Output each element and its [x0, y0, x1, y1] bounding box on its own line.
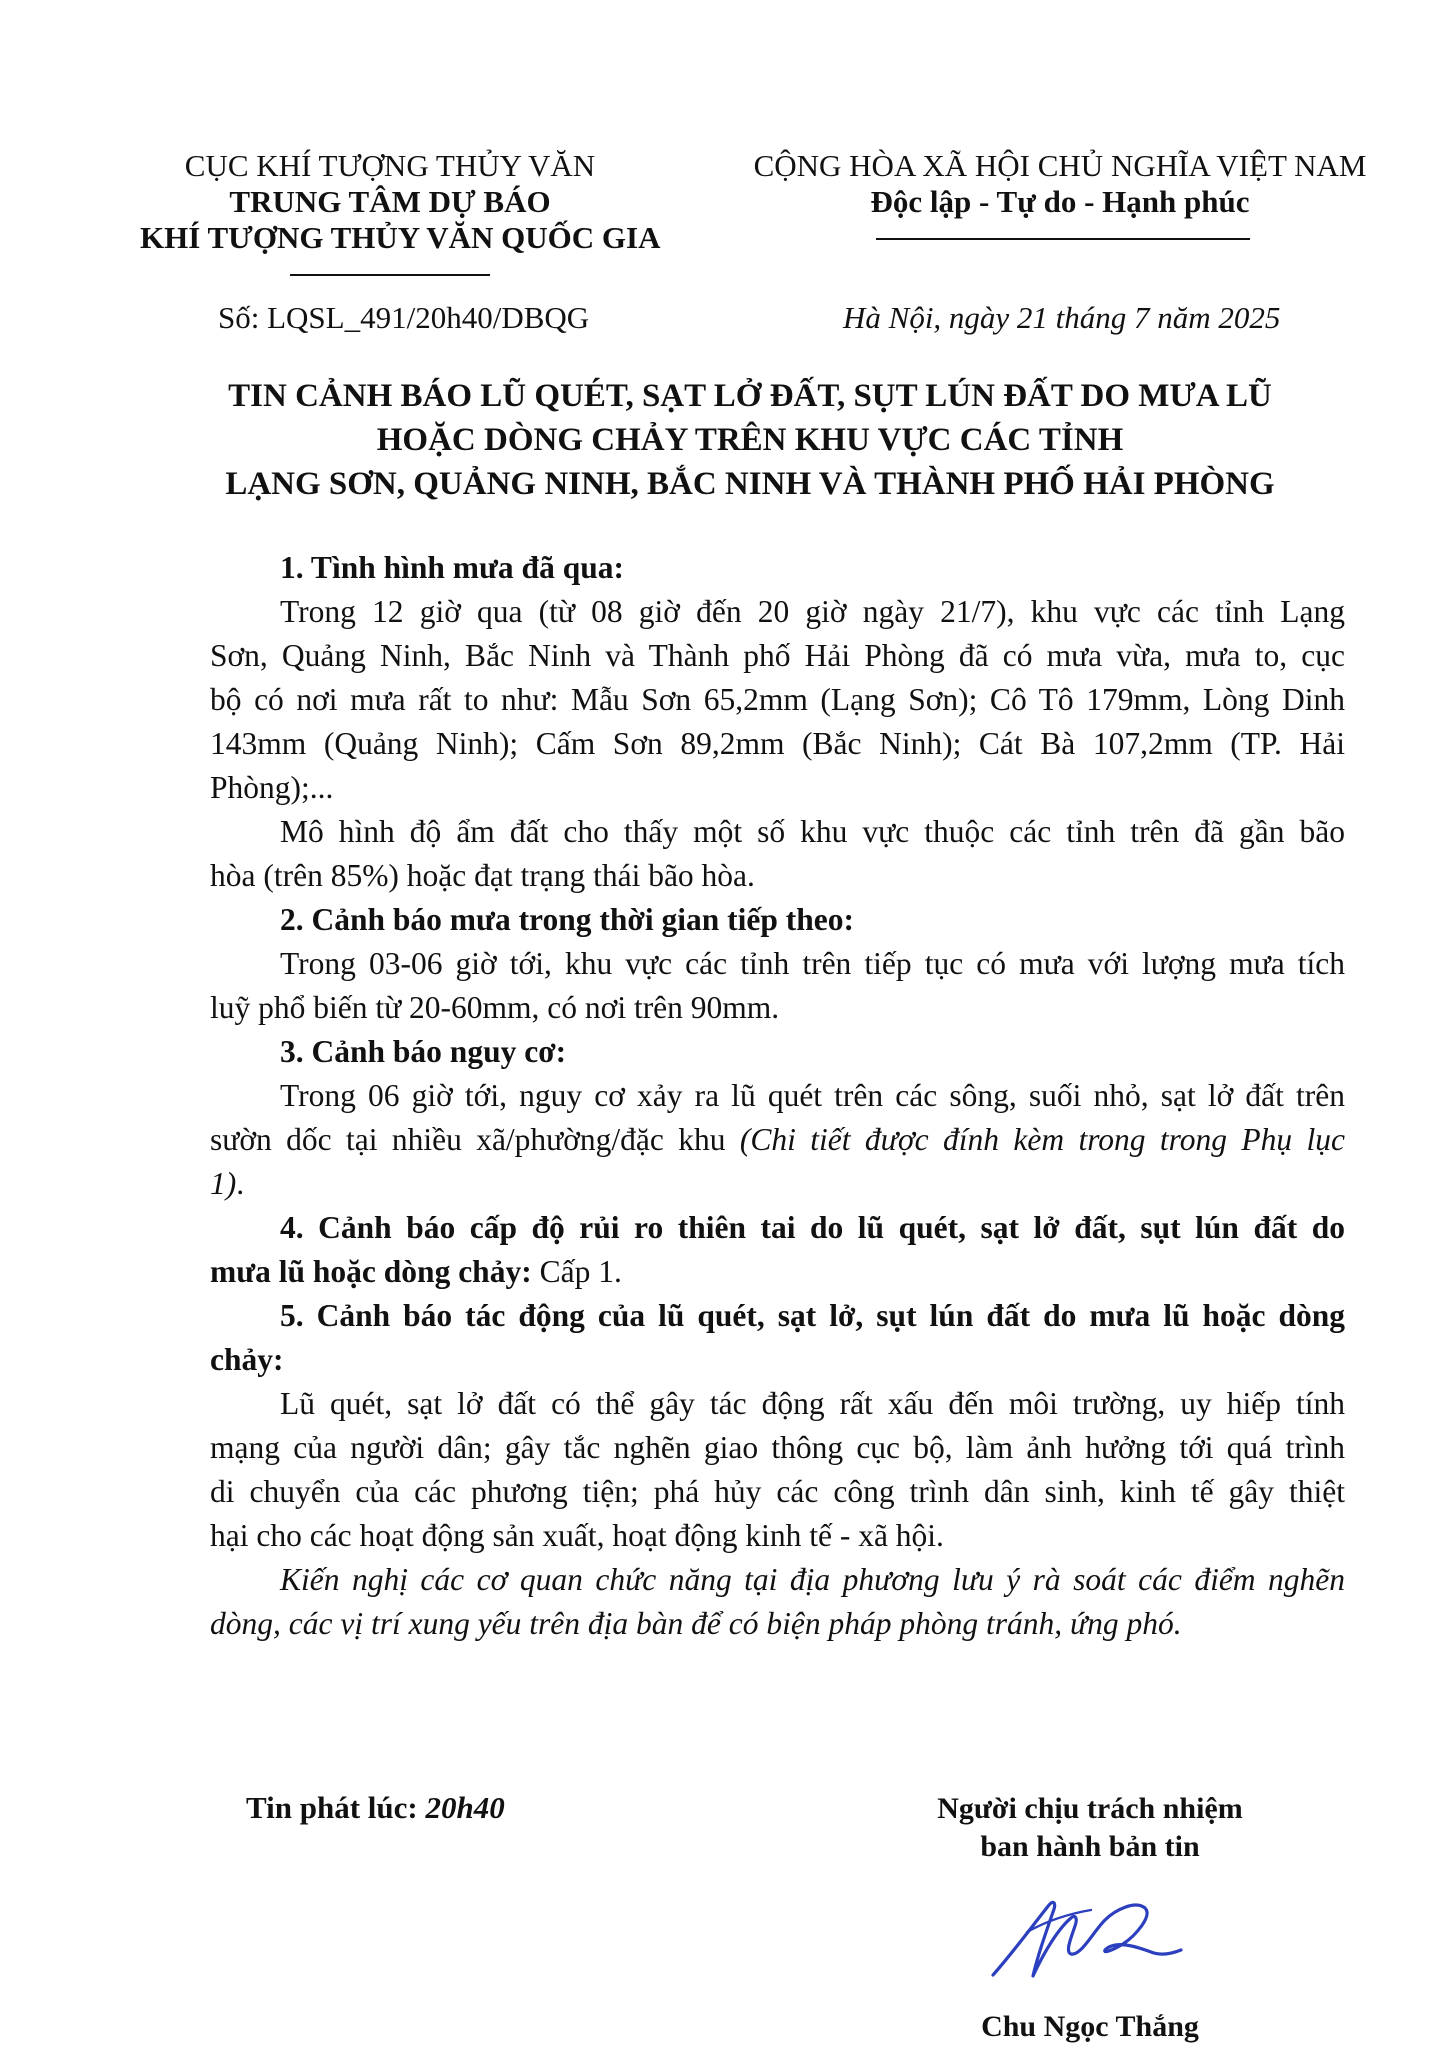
section1-heading: 1. Tình hình mưa đã qua: — [280, 550, 624, 585]
section4-heading-line1: 4. Cảnh báo cấp độ rủi ro thiên tai do lũ quét, sạt lở đất, sụt lún đất do — [280, 1210, 1345, 1245]
document-number: Số: LQSL_491/20h40/DBQG — [218, 300, 590, 335]
signer-title-line2: ban hành bản tin — [980, 1830, 1200, 1863]
section5-recommendation-line: Kiến nghị các cơ quan chức năng tại địa phương lưu ý rà soát các điểm nghẽn — [280, 1562, 1345, 1597]
document-body — [210, 546, 1345, 1646]
risk-level-value: Cấp 1. — [531, 1254, 622, 1289]
header-left-underline — [290, 274, 490, 276]
section5-p1-line: di chuyển của các phương tiện; phá hủy các công trình dân sinh, kinh tế gây thiệt — [210, 1474, 1345, 1509]
section1-p2-line: hòa (trên 85%) hoặc đạt trạng thái bão hòa. — [210, 858, 755, 893]
section3-line3 — [210, 1162, 1345, 1206]
section1-p1-line: bộ có nơi mưa rất to như: Mẫu Sơn 65,2mm (Lạng Sơn); Cô Tô 179mm, Lòng Dinh — [210, 682, 1345, 717]
section3-line2 — [210, 1118, 1345, 1162]
section4-heading-line2: mưa lũ hoặc dòng chảy: — [210, 1254, 532, 1289]
section2-p1-line: luỹ phổ biến từ 20-60mm, có nơi trên 90mm. — [210, 990, 780, 1025]
section5-heading-line2: chảy: — [210, 1342, 284, 1377]
section1-p1-line: Phòng);... — [210, 770, 334, 805]
national-motto: Độc lập - Tự do - Hạnh phúc — [870, 184, 1250, 219]
document-title — [150, 374, 1350, 506]
section5-p1-line: Lũ quét, sạt lở đất có thể gây tác động rất xấu đến môi trường, uy hiếp tính — [280, 1386, 1345, 1421]
section5-p1-line: hại cho các hoạt động sản xuất, hoạt động kinh tế - xã hội. — [210, 1518, 944, 1553]
title-line3: LẠNG SƠN, QUẢNG NINH, BẮC NINH VÀ THÀNH PHỐ HẢI PHÒNG — [225, 466, 1275, 502]
section2-p1-line: Trong 03-06 giờ tới, khu vực các tỉnh trên tiếp tục có mưa với lượng mưa tích — [280, 946, 1345, 981]
title-line2: HOẶC DÒNG CHẢY TRÊN KHU VỰC CÁC TỈNH — [376, 422, 1124, 458]
section5-heading-line1: 5. Cảnh báo tác động của lũ quét, sạt lở, sụt lún đất do mưa lũ hoặc dòng — [280, 1298, 1345, 1333]
section1-p1-line: Sơn, Quảng Ninh, Bắc Ninh và Thành phố Hải Phòng đã có mưa vừa, mưa to, cục — [210, 638, 1345, 673]
signature-stroke — [993, 1902, 1181, 1976]
agency-name: CỤC KHÍ TƯỢNG THỦY VĂN — [184, 148, 596, 183]
signature-image — [975, 1880, 1195, 2000]
header-left — [140, 148, 661, 256]
issued-label: Tin phát lúc: — [246, 1790, 426, 1825]
section4-line2 — [210, 1250, 1345, 1294]
section1-p2-line: Mô hình độ ẩm đất cho thấy một số khu vực thuộc các tỉnh trên đã gần bão — [280, 814, 1345, 849]
section3-heading: 3. Cảnh báo nguy cơ: — [280, 1034, 567, 1069]
section1-p1-line: 143mm (Quảng Ninh); Cấm Sơn 89,2mm (Bắc Ninh); Cát Bà 107,2mm (TP. Hải — [210, 726, 1345, 761]
section5-recommendation-line: dòng, các vị trí xung yếu trên địa bàn để có biện pháp phòng tránh, ứng phó. — [210, 1606, 1182, 1641]
center-name-line2: KHÍ TƯỢNG THỦY VĂN QUỐC GIA — [140, 220, 661, 255]
appendix-reference: (Chi tiết được đính kèm trong trong Phụ lục — [739, 1122, 1345, 1157]
signer-name: Chu Ngọc Thắng — [981, 2010, 1199, 2043]
section3-line1: Trong 06 giờ tới, nguy cơ xảy ra lũ quét trên các sông, suối nhỏ, sạt lở đất trên — [280, 1078, 1345, 1113]
place-date: Hà Nội, ngày 21 tháng 7 năm 2025 — [843, 300, 1281, 335]
issued-time: 20h40 — [425, 1790, 505, 1825]
title-line1: TIN CẢNH BÁO LŨ QUÉT, SẠT LỞ ĐẤT, SỤT LÚN ĐẤT DO MƯA LŨ — [228, 378, 1272, 414]
signer-title-line1: Người chịu trách nhiệm — [937, 1792, 1243, 1825]
section1-p1-line: Trong 12 giờ qua (từ 08 giờ đến 20 giờ ngày 21/7), khu vực các tỉnh Lạng — [280, 594, 1345, 629]
country-name: CỘNG HÒA XÃ HỘI CHỦ NGHĨA VIỆT NAM — [753, 148, 1367, 183]
center-name-line1: TRUNG TÂM DỰ BÁO — [229, 184, 551, 219]
section2-heading: 2. Cảnh báo mưa trong thời gian tiếp theo: — [280, 902, 854, 937]
header-right-underline — [876, 238, 1250, 240]
header-right — [730, 148, 1390, 220]
signer-block — [860, 1790, 1320, 1866]
appendix-reference-end: 1) — [210, 1166, 237, 1201]
issued-time-line — [246, 1790, 505, 1826]
section3-line2-text: sườn dốc tại nhiều xã/phường/đặc khu — [210, 1122, 740, 1157]
section5-p1-line: mạng của người dân; gây tắc nghẽn giao thông cục bộ, làm ảnh hưởng tới quá trình — [210, 1430, 1345, 1465]
section3-line3-period: . — [236, 1166, 245, 1201]
